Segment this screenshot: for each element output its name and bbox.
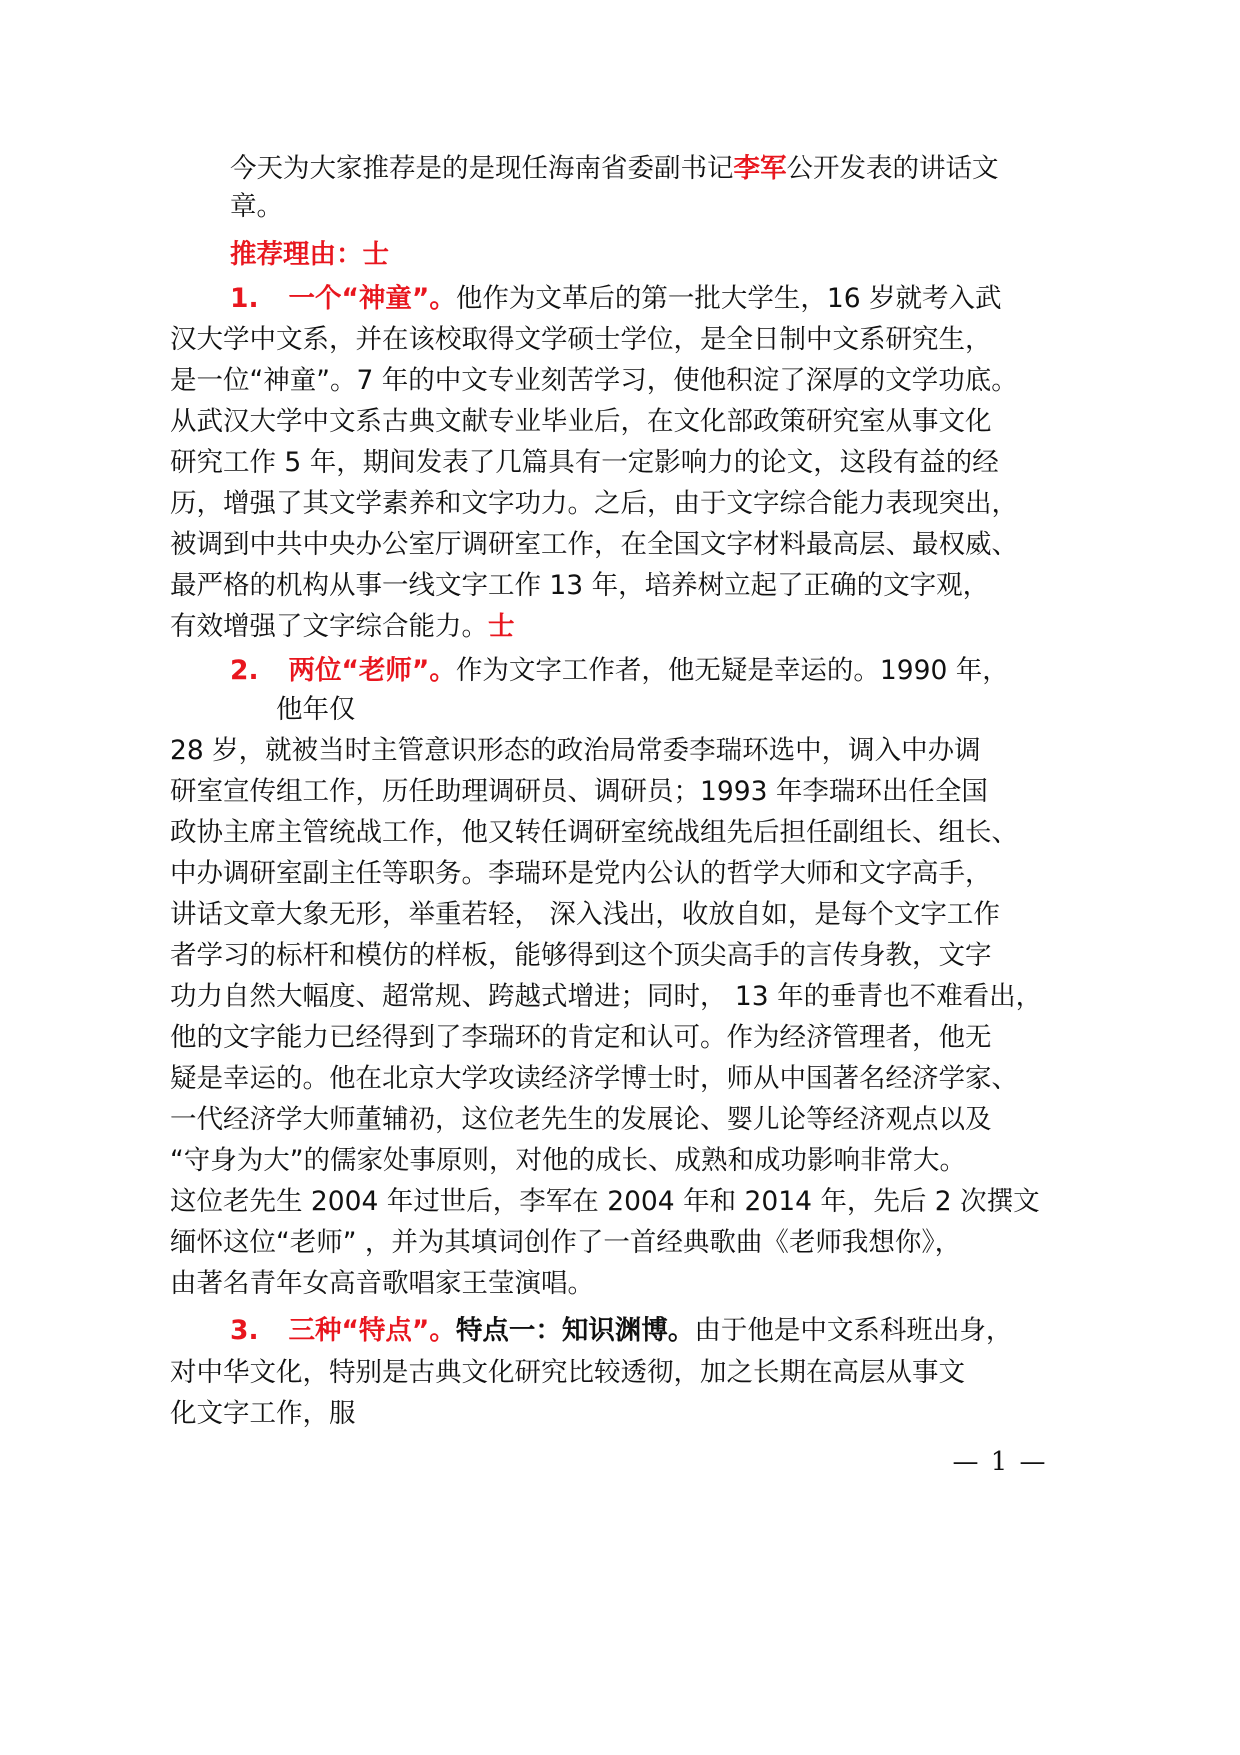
point-2-line: 这位老先生 2004 年过世后，李军在 2004 年和 2014 年，先后 2 次撰文 bbox=[170, 1186, 1040, 1217]
point-2-title: 两位“老师”。 bbox=[288, 655, 456, 686]
point-1-line: 被调到中共中央办公室厅调研室工作，在全国文字材料最高层、最权威、 bbox=[170, 529, 1018, 560]
point-2-line: “守身为大”的儒家处事原则，对他的成长、成熟和成功影响非常大。 bbox=[170, 1145, 966, 1176]
point-1-last-line bbox=[170, 610, 515, 644]
point-1-number: 1. bbox=[230, 283, 259, 314]
page-number: — 1 — bbox=[952, 1447, 1048, 1477]
point-1-line: 汉大学中文系，并在该校取得文学硕士学位，是全日制中文系研究生， bbox=[170, 324, 992, 355]
intro-line bbox=[230, 152, 999, 186]
point-3-title: 三种“特点”。 bbox=[288, 1315, 456, 1346]
point-2-number: 2. bbox=[230, 655, 259, 686]
reason-heading: 推荐理由：士 bbox=[230, 239, 389, 270]
point-3-line: 对中华文化，特别是古典文化研究比较透彻，加之长期在高层从事文 bbox=[170, 1357, 965, 1388]
point-3-text: 由于他是中文系科班出身， bbox=[694, 1315, 1013, 1346]
point-2-line: 一代经济学大师董辅礽，这位老先生的发展论、婴儿论等经济观点以及 bbox=[170, 1104, 992, 1135]
highlighted-name: 李军 bbox=[733, 153, 787, 184]
point-3-line: 化文字工作，服 bbox=[170, 1398, 356, 1429]
point-3-number: 3. bbox=[230, 1315, 259, 1346]
point-2-line: 由著名青年女高音歌唱家王莹演唱。 bbox=[170, 1268, 594, 1299]
intro-text: 今天为大家推荐是的是现任海南省委副书记 bbox=[230, 153, 734, 184]
point-2-line: 研室宣传组工作，历任助理调研员、调研员；1993 年李瑞环出任全国 bbox=[170, 776, 988, 807]
point-1-title: 一个“神童”。 bbox=[288, 283, 456, 314]
point-1-line: 历，增强了其文学素养和文字功力。之后，由于文字综合能力表现突出， bbox=[170, 488, 1018, 519]
intro-line-cont: 章。 bbox=[230, 191, 283, 222]
point-1-text: 有效增强了文字综合能力。 bbox=[170, 611, 488, 642]
point-2-line: 政协主席主管统战工作，他又转任调研室统战组先后担任副组长、组长、 bbox=[170, 817, 1018, 848]
point-1-text: 他作为文革后的第一批大学生，16 岁就考入武 bbox=[455, 283, 1002, 314]
point-1-line: 从武汉大学中文系古典文献专业毕业后，在文化部政策研究室从事文化 bbox=[170, 406, 992, 437]
point-2-line: 功力自然大幅度、超常规、跨越式增进；同时， 13 年的垂青也不难看出， bbox=[170, 981, 1043, 1012]
point-1-line: 研究工作 5 年，期间发表了几篇具有一定影响力的论文，这段有益的经 bbox=[170, 447, 999, 478]
point-3-subheading: 特点一：知识渊博。 bbox=[455, 1315, 695, 1346]
point-2-line: 他年仅 bbox=[276, 694, 356, 725]
point-2-line: 疑是幸运的。他在北京大学攻读经济学博士时，师从中国著名经济学家、 bbox=[170, 1063, 1018, 1094]
point-1-end-mark: 士 bbox=[488, 611, 515, 642]
point-1-first-line bbox=[230, 282, 1002, 316]
intro-text-after: 公开发表的讲话文 bbox=[786, 153, 999, 184]
point-2-line: 他的文字能力已经得到了李瑞环的肯定和认可。作为经济管理者，他无 bbox=[170, 1022, 992, 1053]
point-2-line: 讲话文章大象无形，举重若轻， 深入浅出，收放自如，是每个文字工作 bbox=[170, 899, 1000, 930]
point-2-first-line bbox=[230, 654, 1009, 688]
point-1-line: 最严格的机构从事一线文字工作 13 年，培养树立起了正确的文字观， bbox=[170, 570, 990, 601]
point-2-line: 缅怀这位“老师” ，并为其填词创作了一首经典歌曲《老师我想你》， bbox=[170, 1227, 962, 1258]
point-3-first-line bbox=[230, 1314, 1012, 1348]
point-2-text: 作为文字工作者，他无疑是幸运的。1990 年， bbox=[455, 655, 1009, 686]
point-1-line: 是一位“神童”。7 年的中文专业刻苦学习，使他积淀了深厚的文学功底。 bbox=[170, 365, 1018, 396]
point-2-line: 中办调研室副主任等职务。李瑞环是党内公认的哲学大师和文字高手， bbox=[170, 858, 992, 889]
point-2-line: 者学习的标杆和模仿的样板，能够得到这个顶尖高手的言传身教，文字 bbox=[170, 940, 992, 971]
point-2-line: 28 岁，就被当时主管意识形态的政治局常委李瑞环选中，调入中办调 bbox=[170, 735, 981, 766]
